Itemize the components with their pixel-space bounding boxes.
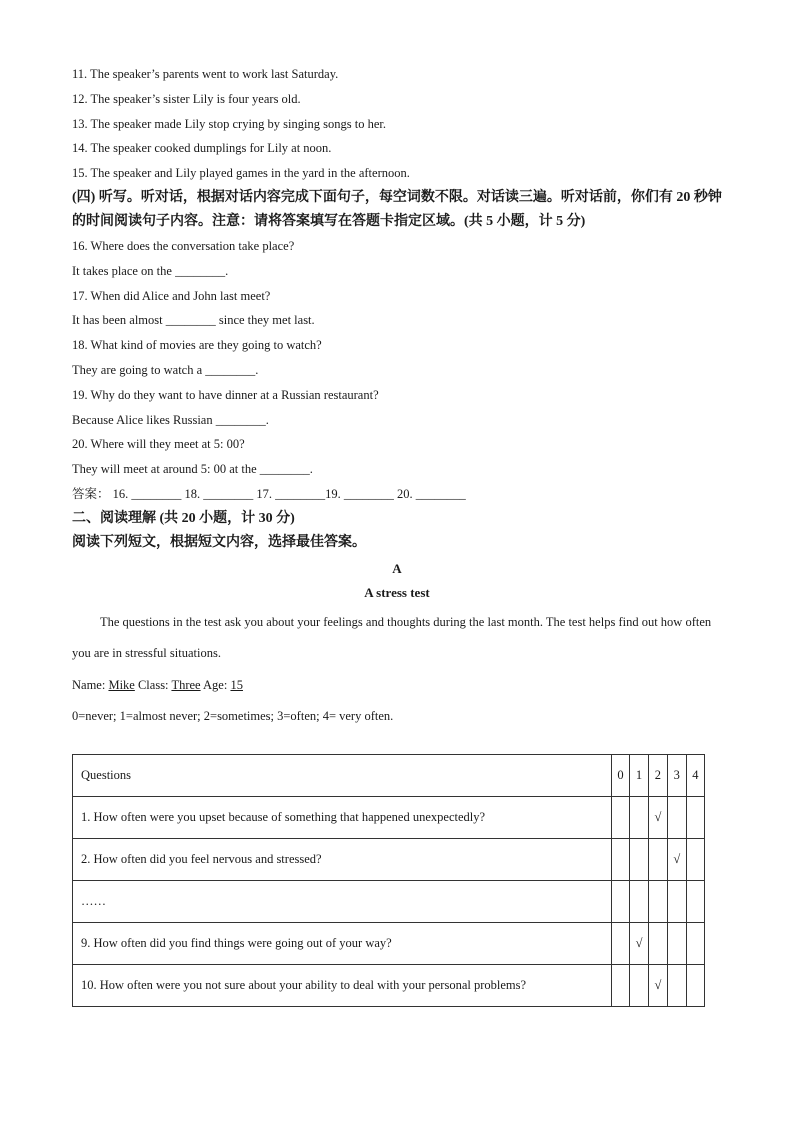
- scale-cell-4: [686, 797, 704, 839]
- scale-cell-0: [611, 839, 629, 881]
- stress-test-table-body: [73, 755, 705, 1007]
- question-16: 16. Where does the conversation take place?: [72, 238, 295, 253]
- question-cell: 1. How often were you upset because of something that happened unexpectedly?: [73, 797, 612, 839]
- scale-cell-3: [667, 881, 686, 923]
- scale-cell-4: [686, 923, 704, 965]
- answer-line: 答案： 16. ________ 18. ________ 17. ________19. ________ 20. ________: [72, 486, 466, 501]
- statement-12: 12. The speaker’s sister Lily is four years old.: [72, 91, 301, 106]
- age-label: Age:: [203, 677, 228, 692]
- stress-test-table: [72, 754, 705, 1007]
- scale-legend: 0=never; 1=almost never; 2=sometimes; 3=often; 4= very often.: [72, 708, 394, 723]
- scale-cell-2: [648, 881, 667, 923]
- student-age: 15: [230, 677, 243, 692]
- scale-cell-3: [667, 797, 686, 839]
- scale-cell-1: [630, 881, 649, 923]
- scale-header-3: 3: [667, 755, 686, 797]
- table-row: [73, 923, 705, 965]
- section4-instructions: (四) 听写。听对话，根据对话内容完成下面句子，每空词数不限。对话读三遍。听对话前，你们有 20 秒钟的时间阅读句子内容。注意：请将答案填写在答题卡指定区域。(共 5 小题，计 5 分): [72, 189, 722, 229]
- student-info: [72, 670, 722, 701]
- scale-header-2: 2: [648, 755, 667, 797]
- scale-cell-2: [648, 923, 667, 965]
- name-label: Name:: [72, 677, 106, 692]
- answer-sentence-20: They will meet at around 5: 00 at the ________.: [72, 462, 313, 477]
- table-row: [73, 881, 705, 923]
- answer-sentence-17: It has been almost ________ since they met last.: [72, 313, 315, 328]
- check-mark: √: [630, 923, 649, 965]
- statement-15: 15. The speaker and Lily played games in the yard in the afternoon.: [72, 166, 410, 181]
- exam-page: [72, 62, 722, 732]
- scale-cell-4: [686, 839, 704, 881]
- passage-intro: The questions in the test ask you about your feelings and thoughts during the last month. The test helps find out how often you are in stressful situations.: [72, 614, 712, 661]
- answer-sentence-19: Because Alice likes Russian ________.: [72, 412, 269, 427]
- check-mark: √: [648, 797, 667, 839]
- table-row: [73, 797, 705, 839]
- scale-header-1: 1: [630, 755, 649, 797]
- student-name: Mike: [108, 677, 135, 692]
- question-cell: 9. How often did you find things were going out of your way?: [73, 923, 612, 965]
- passage-letter: A: [392, 560, 402, 576]
- question-17: 17. When did Alice and John last meet?: [72, 288, 271, 303]
- check-mark: √: [667, 839, 686, 881]
- question-19: 19. Why do they want to have dinner at a Russian restaurant?: [72, 387, 379, 402]
- scale-cell-0: [611, 881, 629, 923]
- scale-cell-1: [630, 965, 649, 1007]
- table-row: [73, 965, 705, 1007]
- scale-cell-0: [611, 923, 629, 965]
- answer-sentence-18: They are going to watch a ________.: [72, 362, 259, 377]
- scale-cell-1: [630, 839, 649, 881]
- scale-cell-4: [686, 881, 704, 923]
- student-class: Three: [171, 677, 201, 692]
- check-mark: √: [648, 965, 667, 1007]
- scale-header-0: 0: [611, 755, 629, 797]
- scale-cell-2: [648, 839, 667, 881]
- table-header-row: [73, 755, 705, 797]
- question-cell: 10. How often were you not sure about your ability to deal with your personal problems?: [73, 965, 612, 1007]
- question-18: 18. What kind of movies are they going to watch?: [72, 338, 322, 353]
- scale-cell-3: [667, 923, 686, 965]
- reading-instruction: 阅读下列短文，根据短文内容，选择最佳答案。: [72, 534, 366, 550]
- questions-header: Questions: [73, 755, 612, 797]
- passage-title: A stress test: [364, 584, 430, 600]
- question-cell: 2. How often did you feel nervous and stressed?: [73, 839, 612, 881]
- reading-heading: 二、阅读理解 (共 20 小题，计 30 分): [72, 510, 295, 526]
- table-row: [73, 839, 705, 881]
- statement-13: 13. The speaker made Lily stop crying by singing songs to her.: [72, 116, 386, 131]
- statement-11: 11. The speaker’s parents went to work last Saturday.: [72, 67, 339, 81]
- question-cell: ……: [73, 881, 612, 923]
- question-20: 20. Where will they meet at 5: 00?: [72, 437, 245, 452]
- scale-cell-4: [686, 965, 704, 1007]
- statement-14: 14. The speaker cooked dumplings for Lily at noon.: [72, 141, 332, 156]
- scale-cell-3: [667, 965, 686, 1007]
- scale-header-4: 4: [686, 755, 704, 797]
- answer-sentence-16: It takes place on the ________.: [72, 263, 229, 278]
- scale-cell-0: [611, 965, 629, 1007]
- scale-cell-0: [611, 797, 629, 839]
- class-label: Class:: [137, 677, 169, 692]
- scale-cell-1: [630, 797, 649, 839]
